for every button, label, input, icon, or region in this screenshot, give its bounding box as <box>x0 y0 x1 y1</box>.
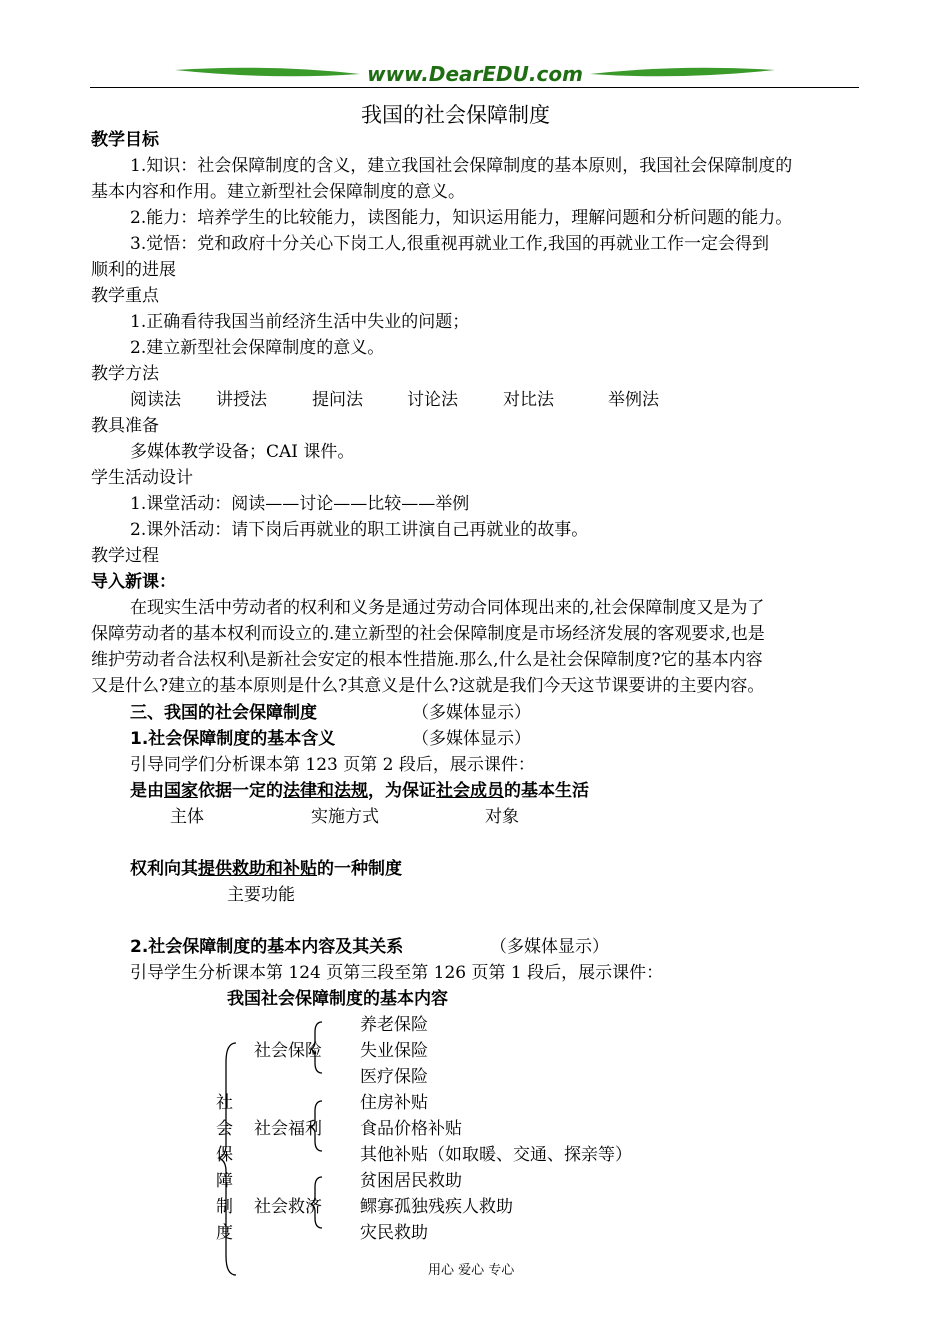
definition-text: 的基本生活 <box>504 781 589 801</box>
definition-text: 依据一定的 <box>198 781 283 801</box>
goals-heading: 教学目标 <box>91 130 159 150</box>
label-method: 实施方式 <box>311 807 379 827</box>
diagram-root-char: 会 <box>216 1119 233 1139</box>
subsection2-note: （多媒体显示） <box>490 937 609 957</box>
tools-text: 多媒体教学设备；CAI 课件。 <box>130 442 355 462</box>
diagram-item: 住房补贴 <box>360 1093 428 1113</box>
page-title: 我国的社会保障制度 <box>361 103 550 127</box>
section3-note: （多媒体显示） <box>412 703 531 723</box>
subsection1-guide: 引导同学们分析课本第 123 页第 2 段后，展示课件： <box>130 755 535 775</box>
site-logo-text: www.DearEDU.com <box>367 62 583 86</box>
diagram-item: 食品价格补贴 <box>360 1119 462 1139</box>
diagram-group-welfare: 社会福利 <box>254 1119 322 1139</box>
label-subject: 主体 <box>170 807 204 827</box>
definition-keyword-object: 社会成员 <box>436 781 504 801</box>
focus-item1: 1.正确看待我国当前经济生活中失业的问题； <box>130 312 470 332</box>
page-footer: 用心 爱心 专心 <box>428 1263 515 1278</box>
goals-item1-line1: 1.知识：社会保障制度的含义，建立我国社会保障制度的基本原则，我国社会保障制度的 <box>130 156 793 176</box>
method-item: 讨论法 <box>407 390 458 410</box>
diagram-root-char: 障 <box>216 1171 233 1191</box>
intro-paragraph-line4: 又是什么?建立的基本原则是什么?其意义是什么?这就是我们今天这节课要讲的主要内容。 <box>91 676 765 696</box>
goals-item2: 2.能力：培养学生的比较能力，读图能力，知识运用能力，理解问题和分析问题的能力。 <box>130 208 793 228</box>
intro-paragraph-line1: 在现实生活中劳动者的权利和义务是通过劳动合同体现出来的,社会保障制度又是为了 <box>130 598 765 618</box>
diagram-item: 失业保险 <box>360 1041 428 1061</box>
definition-keyword-subject: 国家 <box>164 781 198 801</box>
diagram-group-relief: 社会救济 <box>254 1197 322 1217</box>
definition-keyword-function: 提供救助和补贴 <box>198 859 317 879</box>
definition-text: ，为保证 <box>368 781 436 801</box>
definition-text: 的一种制度 <box>317 859 402 879</box>
diagram-item: 灾民救助 <box>360 1223 428 1243</box>
definition-keyword-method: 法律和法规 <box>283 781 368 801</box>
diagram-root-char: 制 <box>216 1197 233 1217</box>
diagram-root-char: 社 <box>216 1093 233 1113</box>
methods-heading: 教学方法 <box>91 364 159 384</box>
diagram-group-insurance: 社会保险 <box>254 1041 322 1061</box>
goals-item3-line1: 3.觉悟：党和政府十分关心下岗工人,很重视再就业工作,我国的再就业工作一定会得到 <box>130 234 770 254</box>
intro-paragraph-line3: 维护劳动者合法权利\是新社会安定的根本性措施.那么,什么是社会保障制度?它的基本内容 <box>91 650 763 670</box>
subsection1-note: （多媒体显示） <box>412 729 531 749</box>
activities-heading: 学生活动设计 <box>91 468 193 488</box>
subsection1-heading: 1.社会保障制度的基本含义 <box>130 729 336 749</box>
diagram-item: 贫困居民救助 <box>360 1171 462 1191</box>
diagram-item: 医疗保险 <box>360 1067 428 1087</box>
diagram-item: 鳏寡孤独残疾人救助 <box>360 1197 513 1217</box>
diagram-root-char: 保 <box>216 1145 233 1165</box>
label-function: 主要功能 <box>227 885 295 905</box>
method-item: 提问法 <box>312 390 363 410</box>
subsection2-guide: 引导学生分析课本第 124 页第三段至第 126 页第 1 段后，展示课件： <box>130 963 664 983</box>
subsection2-heading: 2.社会保障制度的基本内容及其关系 <box>130 937 404 957</box>
method-item: 阅读法 <box>130 390 181 410</box>
focus-item2: 2.建立新型社会保障制度的意义。 <box>130 338 385 358</box>
tools-heading: 教具准备 <box>91 416 159 436</box>
method-item: 举例法 <box>608 390 659 410</box>
diagram-title: 我国社会保障制度的基本内容 <box>227 989 448 1009</box>
activities-item1: 1.课堂活动：阅读——讨论——比较——举例 <box>130 494 470 514</box>
diagram-item: 其他补贴（如取暖、交通、探亲等） <box>360 1145 632 1165</box>
intro-paragraph-line2: 保障劳动者的基本权利而设立的.建立新型的社会保障制度是市场经济发展的客观要求,也是 <box>91 624 765 644</box>
goals-item3-line2: 顺利的进展 <box>91 260 176 280</box>
focus-heading: 教学重点 <box>91 286 159 306</box>
method-item: 讲授法 <box>216 390 267 410</box>
label-object: 对象 <box>485 807 519 827</box>
diagram-root-char: 度 <box>216 1223 233 1243</box>
activities-item2: 2.课外活动：请下岗后再就业的职工讲演自己再就业的故事。 <box>130 520 589 540</box>
intro-heading: 导入新课： <box>91 572 176 592</box>
section3-heading: 三、我国的社会保障制度 <box>130 703 317 723</box>
goals-item1-line2: 基本内容和作用。建立新型社会保障制度的意义。 <box>91 182 465 202</box>
method-item: 对比法 <box>503 390 554 410</box>
definition-text: 权利向其 <box>130 859 198 879</box>
diagram-item: 养老保险 <box>360 1015 428 1035</box>
definition-text: 是由 <box>130 781 164 801</box>
process-heading: 教学过程 <box>91 546 159 566</box>
